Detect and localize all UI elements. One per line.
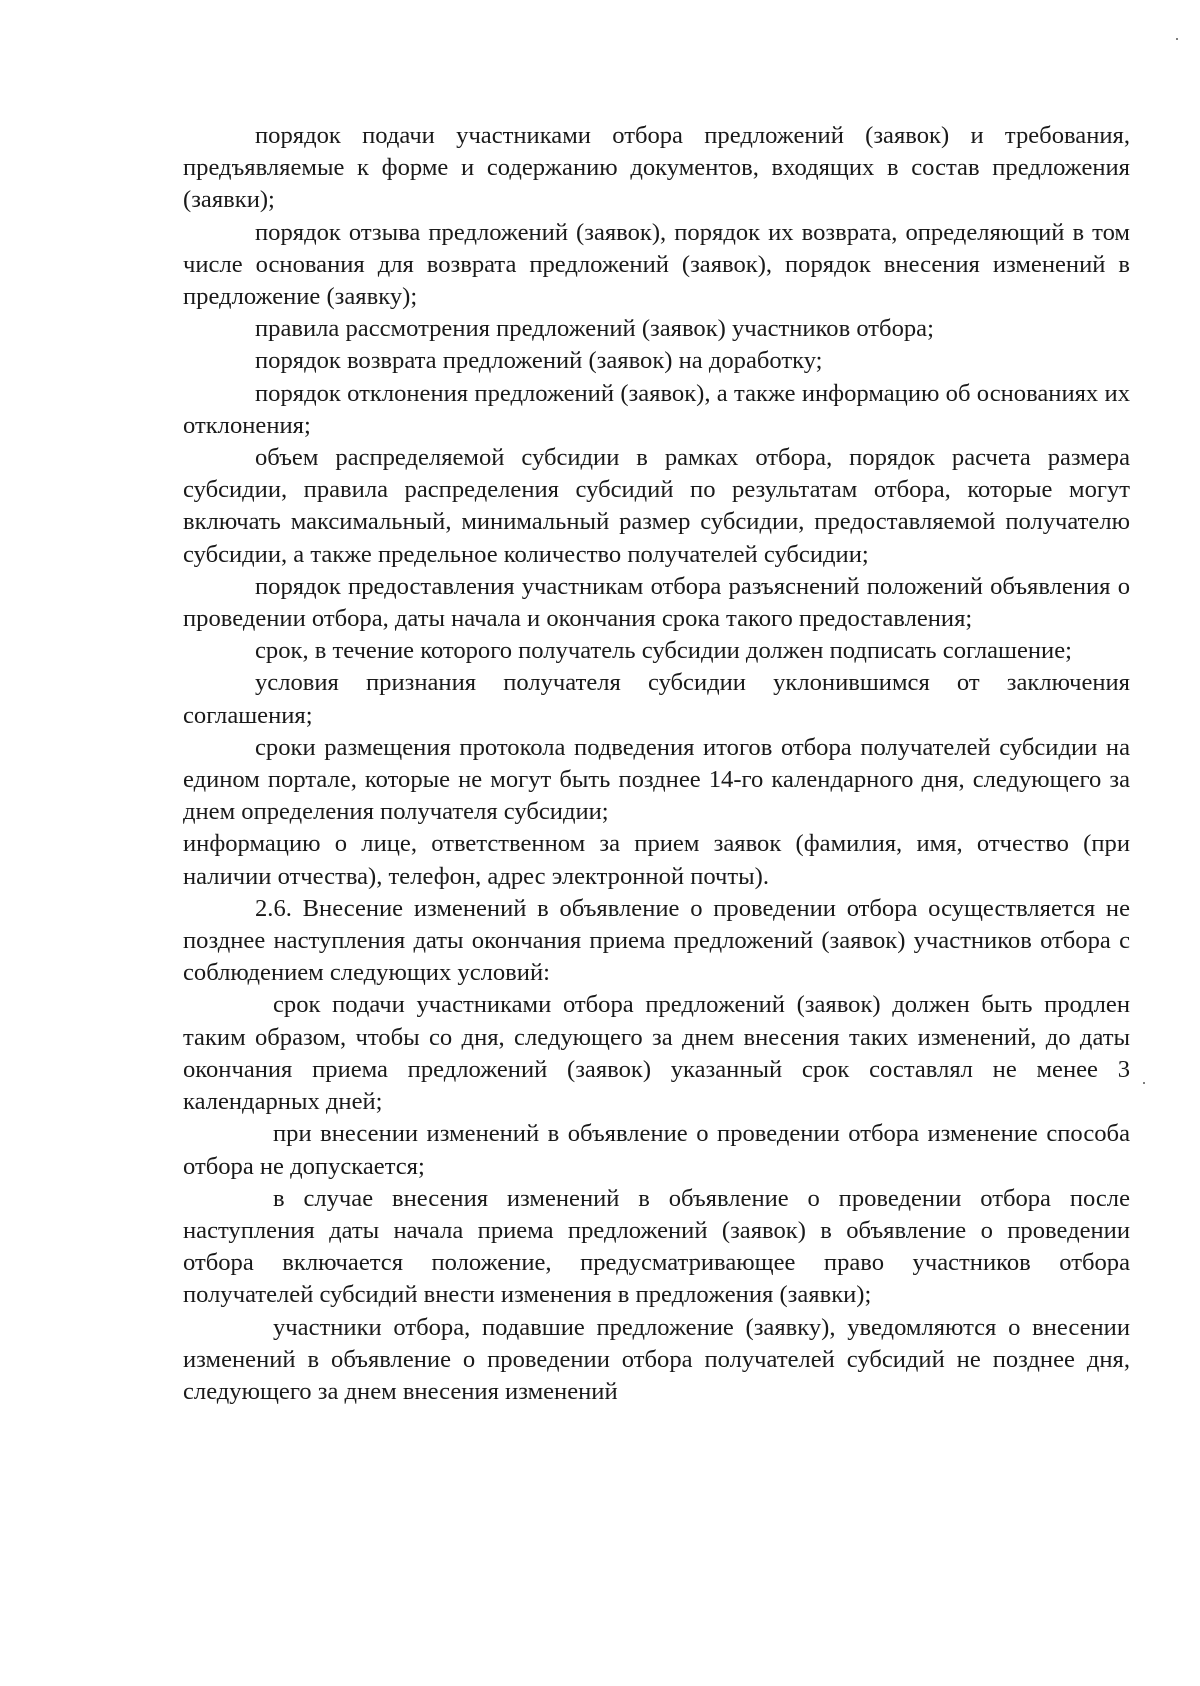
paragraph-participant-notification: участники отбора, подавшие предложение (заявку), уведомляются о внесении изменений в объявление о проведении отбора получателей субсидий не позднее дня, следующего за днем внесения изменений [183, 1313, 1130, 1405]
paragraph-section-2-6: 2.6. Внесение изменений в объявление о проведении отбора осуществляется не позднее наступления даты окончания приема предложений (заявок) участников отбора с соблюдением следующих условий: [183, 894, 1130, 987]
paragraph-rejection-procedure: порядок отклонения предложений (заявок), а также информацию об основаниях их отклонения; [183, 379, 1130, 439]
paragraph-protocol-deadlines: сроки размещения протокола подведения итогов отбора получателей субсидии на едином портале, которые не могут быть позднее 14-го календарного дня, следующего за днем определения получателя субсидии; [183, 733, 1130, 826]
paragraph-submission-procedure: порядок подачи участниками отбора предложений (заявок) и требования, предъявляемые к форме и содержанию документов, входящих в состав предложения (заявки); [183, 122, 1130, 214]
paragraph-return-for-revision: порядок возврата предложений (заявок) на доработку; [255, 347, 823, 375]
paragraph-extension-of-term: срок подачи участниками отбора предложений (заявок) должен быть продлен таким образом, чтобы со дня, следующего за днем внесения таких изменений, до даты окончания приема предложений (заявок) указанный срок составлял не менее 3 календарных дней; [183, 991, 1130, 1116]
paragraph-signing-deadline: срок, в течение которого получатель субсидии должен подписать соглашение; [255, 637, 1072, 665]
paragraph-withdrawal-procedure: порядок отзыва предложений (заявок), порядок их возврата, определяющий в том числе основания для возврата предложений (заявок), порядок внесения изменений в предложение (заявку); [183, 218, 1130, 311]
paragraph-clarifications: порядок предоставления участникам отбора разъяснений положений объявления о проведении отбора, даты начала и окончания срока такого предоставления; [183, 572, 1130, 633]
paragraph-review-rules: правила рассмотрения предложений (заявок) участников отбора; [255, 315, 934, 343]
paragraph-responsible-person: информацию о лице, ответственном за прием заявок (фамилия, имя, отчество (при наличии отчества), телефон, адрес электронной почты). [183, 830, 1130, 890]
scan-speck [1143, 1082, 1145, 1084]
paragraph-subsidy-volume: объем распределяемой субсидии в рамках отбора, порядок расчета размера субсидии, правила распределения субсидий по результатам отбора, которые могут включать максимальный, минимальный размер субсидии, предоставляемой получателю субсидии, а также предельное количество получателей субсидии; [183, 444, 1130, 568]
document-body [183, 120, 1130, 1408]
paragraph-changes-after-start: в случае внесения изменений в объявление о проведении отбора после наступления даты начала приема предложений (заявок) в объявление о проведении отбора включается положение, предусматривающее право участников отбора получателей субсидий внести изменения в предложения (заявки); [183, 1184, 1130, 1309]
paragraph-method-change: при внесении изменений в объявление о проведении отбора изменение способа отбора не допускается; [183, 1120, 1130, 1180]
scan-speck [1176, 38, 1178, 40]
paragraph-evasion-conditions: условия признания получателя субсидии уклонившимся от заключения соглашения; [183, 669, 1130, 729]
